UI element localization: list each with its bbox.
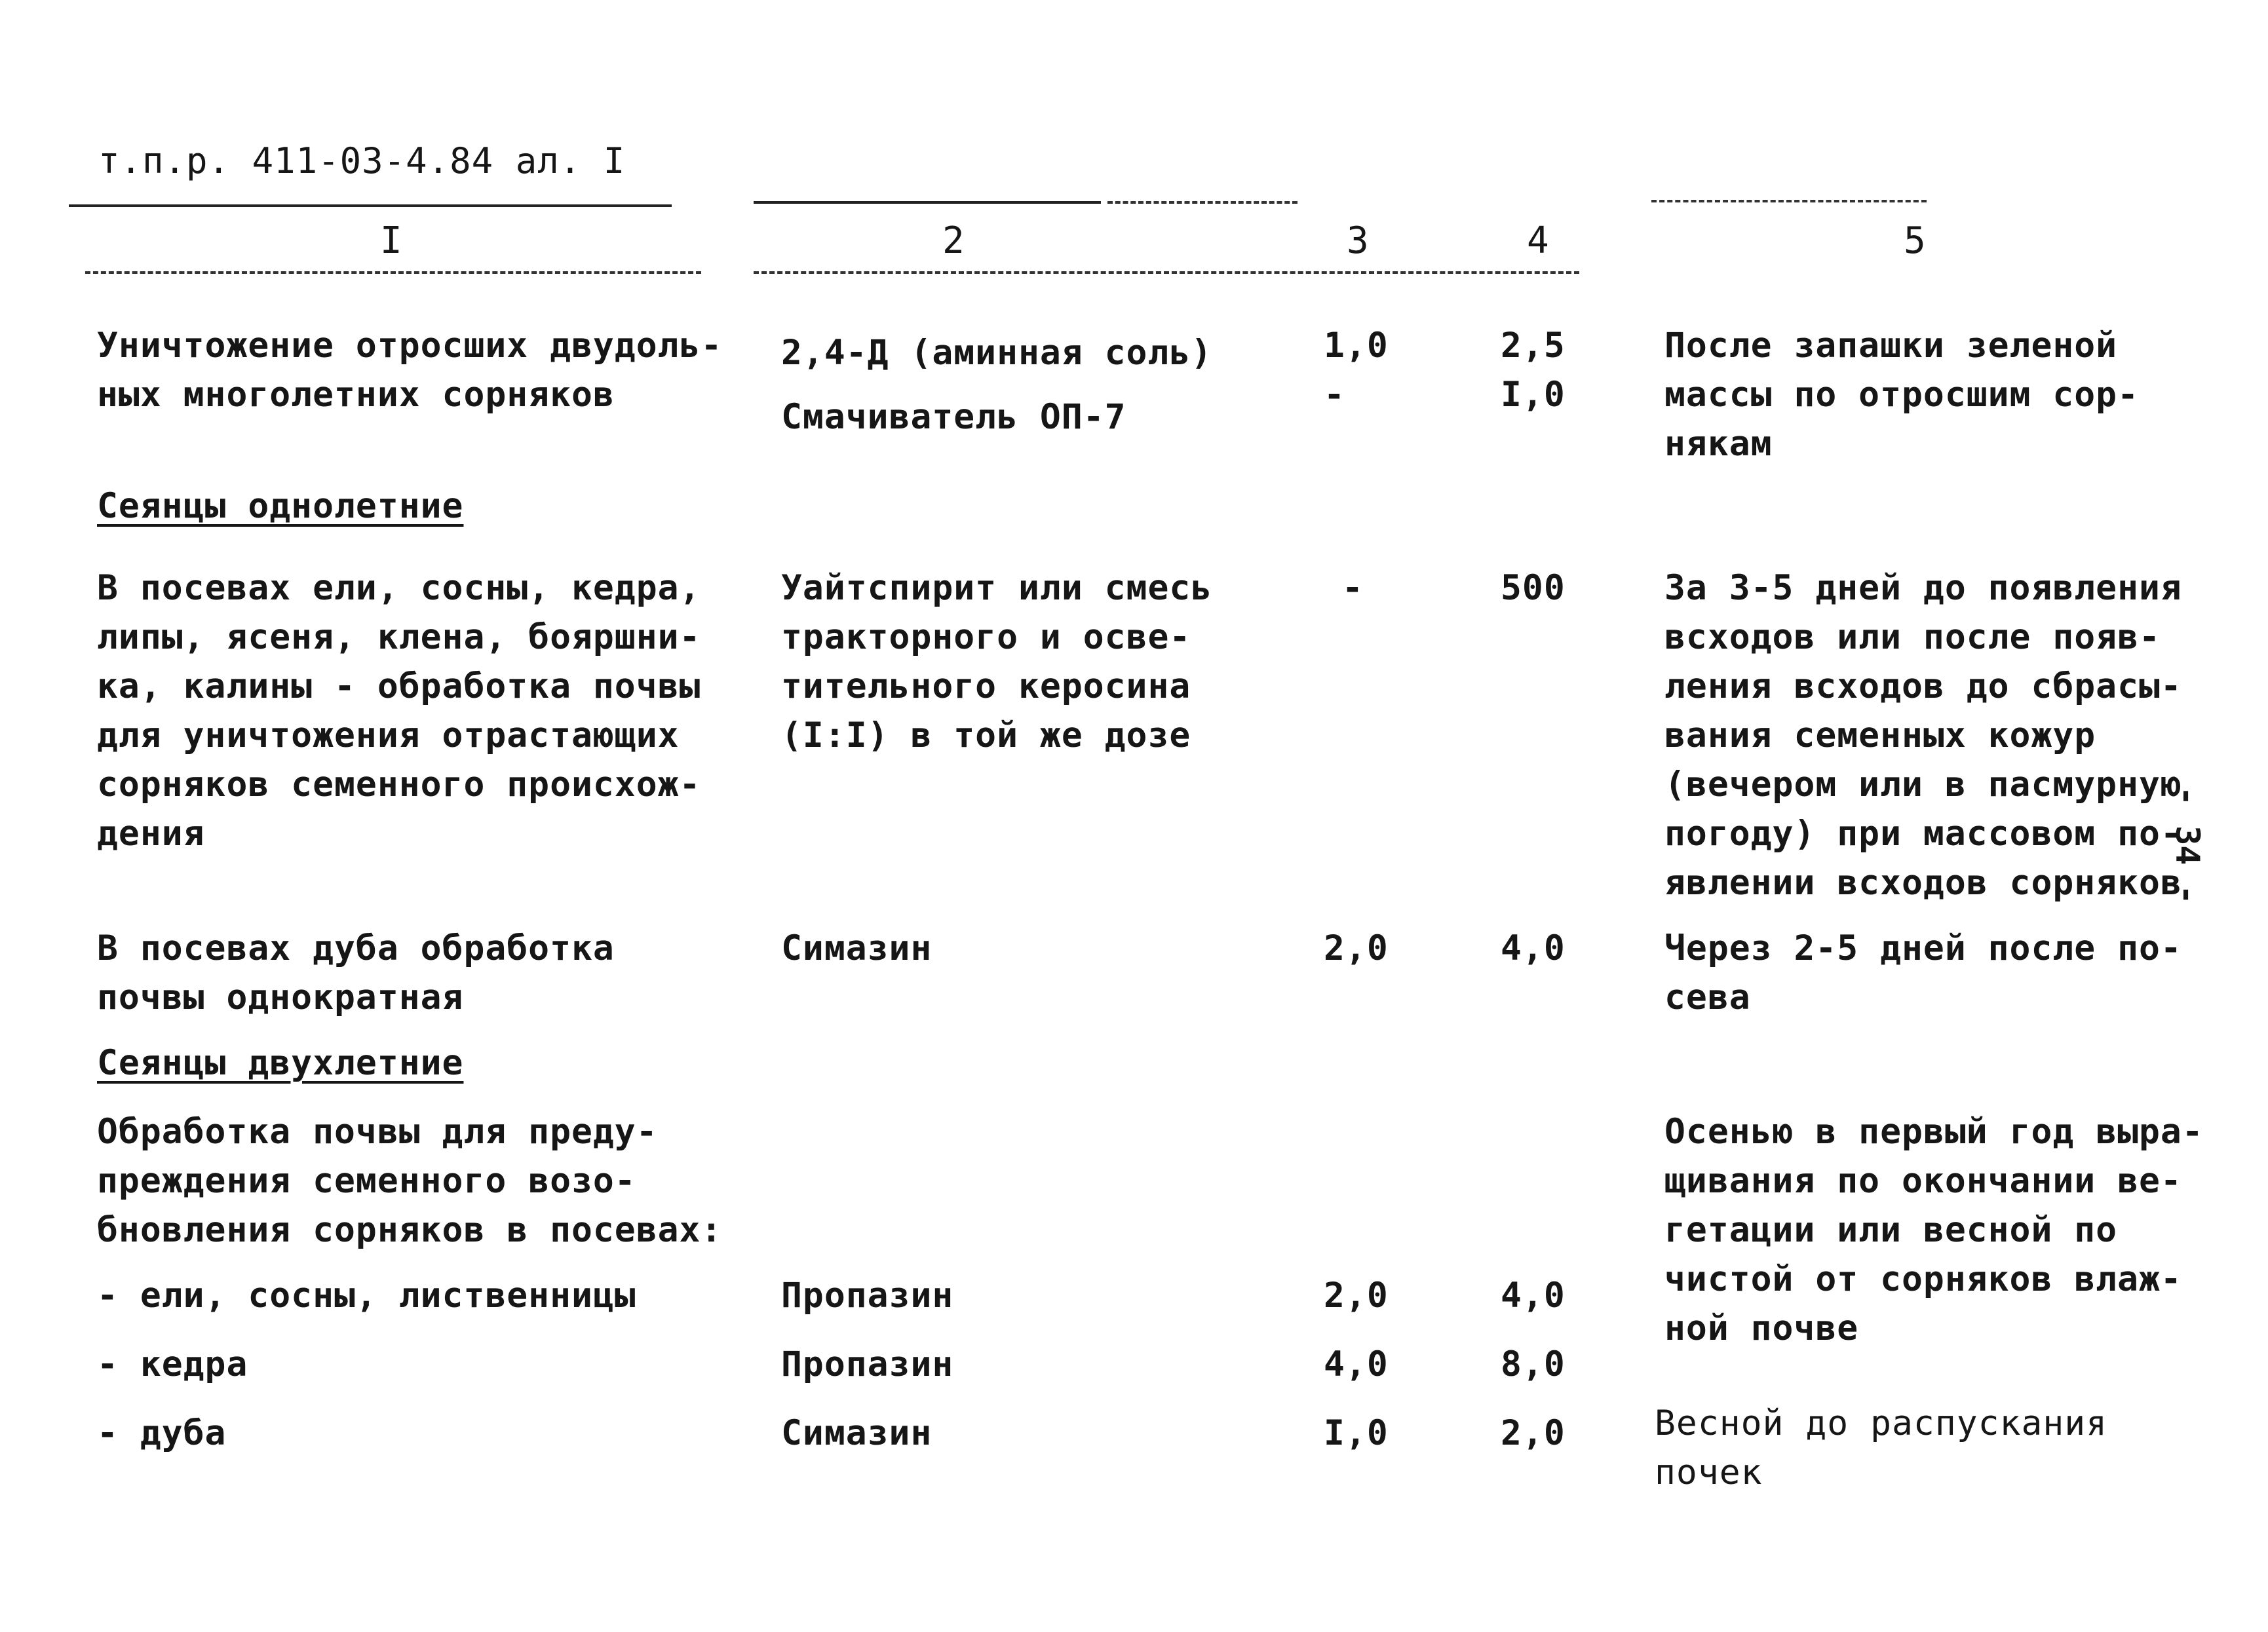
row3-preparation: Симазин [781,928,932,968]
header-top-rule-3 [1107,201,1297,204]
row2-dose-active: - [1342,568,1364,608]
row2-preparation: Уайтспирит или смесь тракторного и осве- тительного керосина (I:I) в той же дозе [781,568,1213,755]
row3-dose-active: 2,0 [1324,928,1389,968]
column-header-1: I [380,219,402,262]
row8-preparation: Симазин [781,1413,932,1453]
header-bottom-rule-2 [754,271,1579,274]
row6-preparation: Пропазин [781,1276,954,1316]
row7-description: - кедра [97,1344,248,1384]
row2-timing: За 3-5 дней до появления всходов или после появ- ления всходов до сбрасы- вания семенных кожур (вечером или в пасмурную погоду) при массовом по- явлении всходов сорняков [1664,568,2182,903]
row1-timing: После запашки зеленой массы по отросшим сор- някам [1664,326,2139,464]
row3-dose-product: 4,0 [1501,928,1566,968]
row5-description: Обработка почвы для преду- преждения семенного возо- бновления сорняков в посевах: [97,1112,723,1250]
column-header-5: 5 [1904,219,1926,262]
header-top-rule-4 [1651,200,1927,202]
row7-preparation: Пропазин [781,1344,954,1384]
row8-timing: Весной до распускания почек [1655,1403,2108,1492]
page-number-mark: - 34 - [2168,786,2206,905]
row1-dose-active: 1,0 - [1324,326,1389,415]
column-header-4: 4 [1527,219,1549,262]
row2-description: В посевах ели, сосны, кедра, липы, ясеня, клена, бояршни- ка, калины - обработка почвы для уничтожения отрастающих сорняков семенного происхож- дения [97,568,701,854]
row7-dose-product: 8,0 [1501,1344,1566,1384]
row3-timing: Через 2-5 дней после по- сева [1664,928,2182,1017]
section-biennial-seedlings: Сеянцы двухлетние [97,1043,464,1083]
row8-dose-product: 2,0 [1501,1413,1566,1453]
row8-dose-active: I,0 [1324,1413,1389,1453]
row5-timing: Осенью в первый год выра- щивания по окончании ве- гетации или весной по чистой от сорняков влаж- ной почве [1664,1112,2204,1348]
row3-description: В посевах дуба обработка почвы однократная [97,928,615,1017]
row1-preparation: 2,4-Д (аминная соль) Смачиватель ОП-7 [781,333,1213,437]
row1-dose-product: 2,5 I,0 [1501,326,1566,415]
row6-dose-product: 4,0 [1501,1276,1566,1316]
row8-description: - дуба [97,1413,227,1453]
section-annual-seedlings: Сеянцы однолетние [97,486,464,526]
row7-dose-active: 4,0 [1324,1344,1389,1384]
header-top-rule-2 [754,201,1101,204]
row6-dose-active: 2,0 [1324,1276,1389,1316]
column-header-3: 3 [1347,219,1369,262]
column-header-2: 2 [942,219,965,262]
document-reference: т.п.р. 411-03-4.84 ал. I [98,140,626,181]
row6-description: - ели, сосны, лиственницы [97,1276,636,1316]
header-bottom-rule-1 [85,271,701,274]
row1-description: Уничтожение отросших двудоль- ных многолетних сорняков [97,326,723,415]
header-top-rule-1 [69,204,672,207]
row2-dose-product: 500 [1501,568,1566,608]
